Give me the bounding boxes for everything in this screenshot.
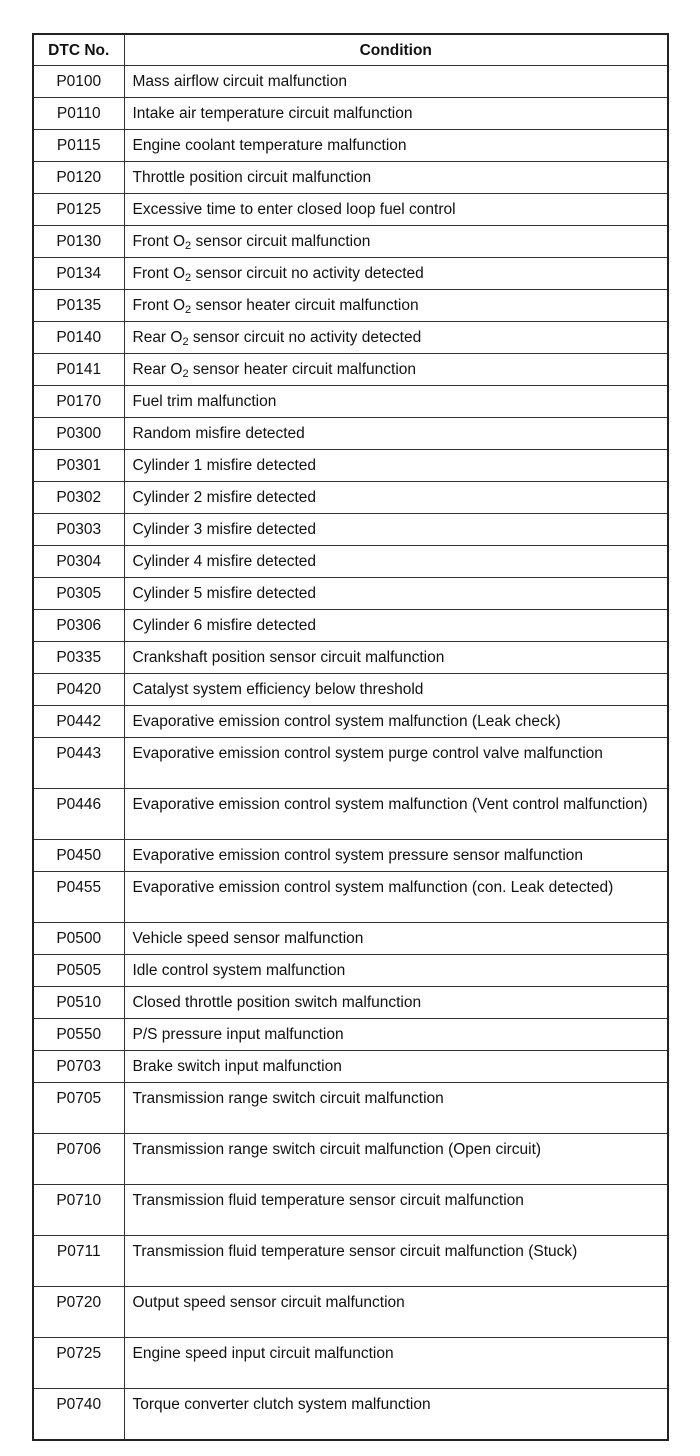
- condition-text: Evaporative emission control system pressure sensor malfunction: [132, 847, 584, 864]
- condition-cell: [124, 872, 668, 923]
- condition-text: Mass airflow circuit malfunction: [132, 73, 347, 90]
- table-row: [33, 872, 668, 923]
- subscript: 2: [185, 272, 192, 284]
- subscript: 2: [182, 368, 189, 380]
- table-row: [33, 130, 668, 162]
- condition-text: Catalyst system efficiency below threshold: [132, 681, 424, 698]
- condition-text: Cylinder 3 misfire detected: [132, 521, 316, 538]
- condition-text: Throttle position circuit malfunction: [132, 169, 372, 186]
- condition-cell: [124, 1134, 668, 1185]
- dtc-code: P0125: [33, 194, 124, 226]
- dtc-code: P0510: [33, 987, 124, 1019]
- subscript: 2: [185, 304, 192, 316]
- condition-text-rest: sensor heater circuit malfunction: [191, 297, 419, 314]
- table-row: [33, 1019, 668, 1051]
- condition-cell: [124, 258, 668, 290]
- subscript: 2: [185, 240, 192, 252]
- table-row: [33, 610, 668, 642]
- table-header-row: [33, 34, 668, 66]
- dtc-code: P0505: [33, 955, 124, 987]
- table-row: [33, 1389, 668, 1441]
- table-row: [33, 354, 668, 386]
- table-row: [33, 482, 668, 514]
- table-row: [33, 450, 668, 482]
- dtc-code: P0711: [33, 1236, 124, 1287]
- table-row: [33, 955, 668, 987]
- table-row: [33, 1236, 668, 1287]
- dtc-code: P0500: [33, 923, 124, 955]
- dtc-code: P0135: [33, 290, 124, 322]
- condition-cell: [124, 1019, 668, 1051]
- condition-cell: [124, 578, 668, 610]
- condition-text: Front O: [132, 297, 186, 314]
- condition-cell: [124, 789, 668, 840]
- dtc-code: P0130: [33, 226, 124, 258]
- table-row: [33, 386, 668, 418]
- table-row: [33, 194, 668, 226]
- condition-text: Torque converter clutch system malfunction: [132, 1396, 431, 1413]
- dtc-code: P0740: [33, 1389, 124, 1441]
- table-row: [33, 98, 668, 130]
- table-row: [33, 162, 668, 194]
- subscript: 2: [182, 336, 189, 348]
- condition-cell: [124, 642, 668, 674]
- table-row: [33, 226, 668, 258]
- condition-text-rest: sensor circuit no activity detected: [188, 329, 422, 346]
- condition-cell: [124, 450, 668, 482]
- dtc-code: P0703: [33, 1051, 124, 1083]
- dtc-code: P0304: [33, 546, 124, 578]
- condition-text: Fuel trim malfunction: [132, 393, 277, 410]
- table-row: [33, 1287, 668, 1338]
- condition-text-rest: sensor circuit no activity detected: [191, 265, 424, 282]
- dtc-code: P0170: [33, 386, 124, 418]
- condition-cell: [124, 322, 668, 354]
- table-row: [33, 706, 668, 738]
- condition-text: Evaporative emission control system malfunction (Leak check): [132, 713, 561, 730]
- condition-text: Front O: [132, 265, 186, 282]
- dtc-code: P0115: [33, 130, 124, 162]
- dtc-code: P0705: [33, 1083, 124, 1134]
- table-row: [33, 840, 668, 872]
- condition-cell: [124, 482, 668, 514]
- table-row: [33, 546, 668, 578]
- dtc-code: P0710: [33, 1185, 124, 1236]
- dtc-code: P0443: [33, 738, 124, 789]
- condition-cell: [124, 706, 668, 738]
- dtc-code: P0706: [33, 1134, 124, 1185]
- condition-cell: [124, 987, 668, 1019]
- condition-cell: [124, 1051, 668, 1083]
- table-row: [33, 1134, 668, 1185]
- condition-text: Cylinder 4 misfire detected: [132, 553, 316, 570]
- table-row: [33, 642, 668, 674]
- table-row: [33, 290, 668, 322]
- table-row: [33, 322, 668, 354]
- condition-cell: [124, 162, 668, 194]
- dtc-code: P0301: [33, 450, 124, 482]
- dtc-table: [32, 33, 669, 1441]
- condition-text: Cylinder 2 misfire detected: [132, 489, 316, 506]
- condition-cell: [124, 923, 668, 955]
- table-row: [33, 418, 668, 450]
- table-row: [33, 1083, 668, 1134]
- condition-text: Transmission range switch circuit malfunction (Open circuit): [132, 1141, 542, 1158]
- condition-cell: [124, 674, 668, 706]
- condition-text: Transmission range switch circuit malfunction: [132, 1090, 444, 1107]
- condition-text-rest: sensor heater circuit malfunction: [188, 361, 417, 378]
- dtc-code: P0134: [33, 258, 124, 290]
- condition-cell: [124, 840, 668, 872]
- condition-text: Output speed sensor circuit malfunction: [132, 1294, 405, 1311]
- table-row: [33, 1185, 668, 1236]
- condition-text: Excessive time to enter closed loop fuel control: [132, 201, 456, 218]
- table-row: [33, 923, 668, 955]
- condition-text: Rear O: [132, 329, 183, 346]
- table-row: [33, 1338, 668, 1389]
- condition-cell: [124, 1389, 668, 1441]
- condition-cell: [124, 546, 668, 578]
- condition-text: Front O: [132, 233, 186, 250]
- dtc-code: P0306: [33, 610, 124, 642]
- condition-cell: [124, 354, 668, 386]
- table-row: [33, 1051, 668, 1083]
- condition-cell: [124, 1236, 668, 1287]
- condition-text: Idle control system malfunction: [132, 962, 346, 979]
- condition-text-rest: sensor circuit malfunction: [191, 233, 371, 250]
- condition-text: Evaporative emission control system malfunction (con. Leak detected): [132, 879, 614, 896]
- dtc-code: P0141: [33, 354, 124, 386]
- condition-text: P/S pressure input malfunction: [132, 1026, 344, 1043]
- table-row: [33, 789, 668, 840]
- dtc-code: P0420: [33, 674, 124, 706]
- dtc-code: P0725: [33, 1338, 124, 1389]
- dtc-code: P0300: [33, 418, 124, 450]
- condition-text: Cylinder 6 misfire detected: [132, 617, 316, 634]
- condition-text: Crankshaft position sensor circuit malfunction: [132, 649, 445, 666]
- condition-cell: [124, 1338, 668, 1389]
- condition-cell: [124, 955, 668, 987]
- condition-cell: [124, 130, 668, 162]
- condition-text: Engine coolant temperature malfunction: [132, 137, 407, 154]
- condition-text: Cylinder 5 misfire detected: [132, 585, 316, 602]
- dtc-code: P0720: [33, 1287, 124, 1338]
- header-condition: Condition: [124, 34, 668, 66]
- dtc-code: P0100: [33, 66, 124, 98]
- dtc-code: P0303: [33, 514, 124, 546]
- dtc-code: P0305: [33, 578, 124, 610]
- dtc-code: P0335: [33, 642, 124, 674]
- table-row: [33, 674, 668, 706]
- table-row: [33, 987, 668, 1019]
- dtc-code: P0302: [33, 482, 124, 514]
- condition-cell: [124, 66, 668, 98]
- condition-cell: [124, 194, 668, 226]
- condition-text: Engine speed input circuit malfunction: [132, 1345, 394, 1362]
- dtc-code: P0140: [33, 322, 124, 354]
- dtc-code: P0120: [33, 162, 124, 194]
- condition-cell: [124, 290, 668, 322]
- condition-cell: [124, 98, 668, 130]
- condition-cell: [124, 1185, 668, 1236]
- condition-cell: [124, 1287, 668, 1338]
- dtc-code: P0446: [33, 789, 124, 840]
- condition-text: Closed throttle position switch malfunction: [132, 994, 422, 1011]
- condition-text: Intake air temperature circuit malfunction: [132, 105, 413, 122]
- condition-cell: [124, 226, 668, 258]
- condition-cell: [124, 610, 668, 642]
- condition-text: Evaporative emission control system malfunction (Vent control malfunction): [132, 796, 648, 813]
- dtc-code: P0442: [33, 706, 124, 738]
- dtc-code: P0110: [33, 98, 124, 130]
- condition-cell: [124, 418, 668, 450]
- header-dtc-no: DTC No.: [33, 34, 124, 66]
- condition-text: Cylinder 1 misfire detected: [132, 457, 316, 474]
- table-row: [33, 66, 668, 98]
- table-row: [33, 514, 668, 546]
- condition-text: Vehicle speed sensor malfunction: [132, 930, 364, 947]
- condition-text: Brake switch input malfunction: [132, 1058, 342, 1075]
- condition-cell: [124, 1083, 668, 1134]
- dtc-code: P0450: [33, 840, 124, 872]
- condition-text: Transmission fluid temperature sensor circuit malfunction (Stuck): [132, 1243, 578, 1260]
- condition-cell: [124, 738, 668, 789]
- condition-text: Transmission fluid temperature sensor circuit malfunction: [132, 1192, 524, 1209]
- condition-text: Rear O: [132, 361, 183, 378]
- table-row: [33, 738, 668, 789]
- condition-text: Evaporative emission control system purge control valve malfunction: [132, 745, 603, 762]
- condition-text: Random misfire detected: [132, 425, 305, 442]
- condition-cell: [124, 386, 668, 418]
- dtc-code: P0550: [33, 1019, 124, 1051]
- dtc-code: P0455: [33, 872, 124, 923]
- table-row: [33, 578, 668, 610]
- table-row: [33, 258, 668, 290]
- condition-cell: [124, 514, 668, 546]
